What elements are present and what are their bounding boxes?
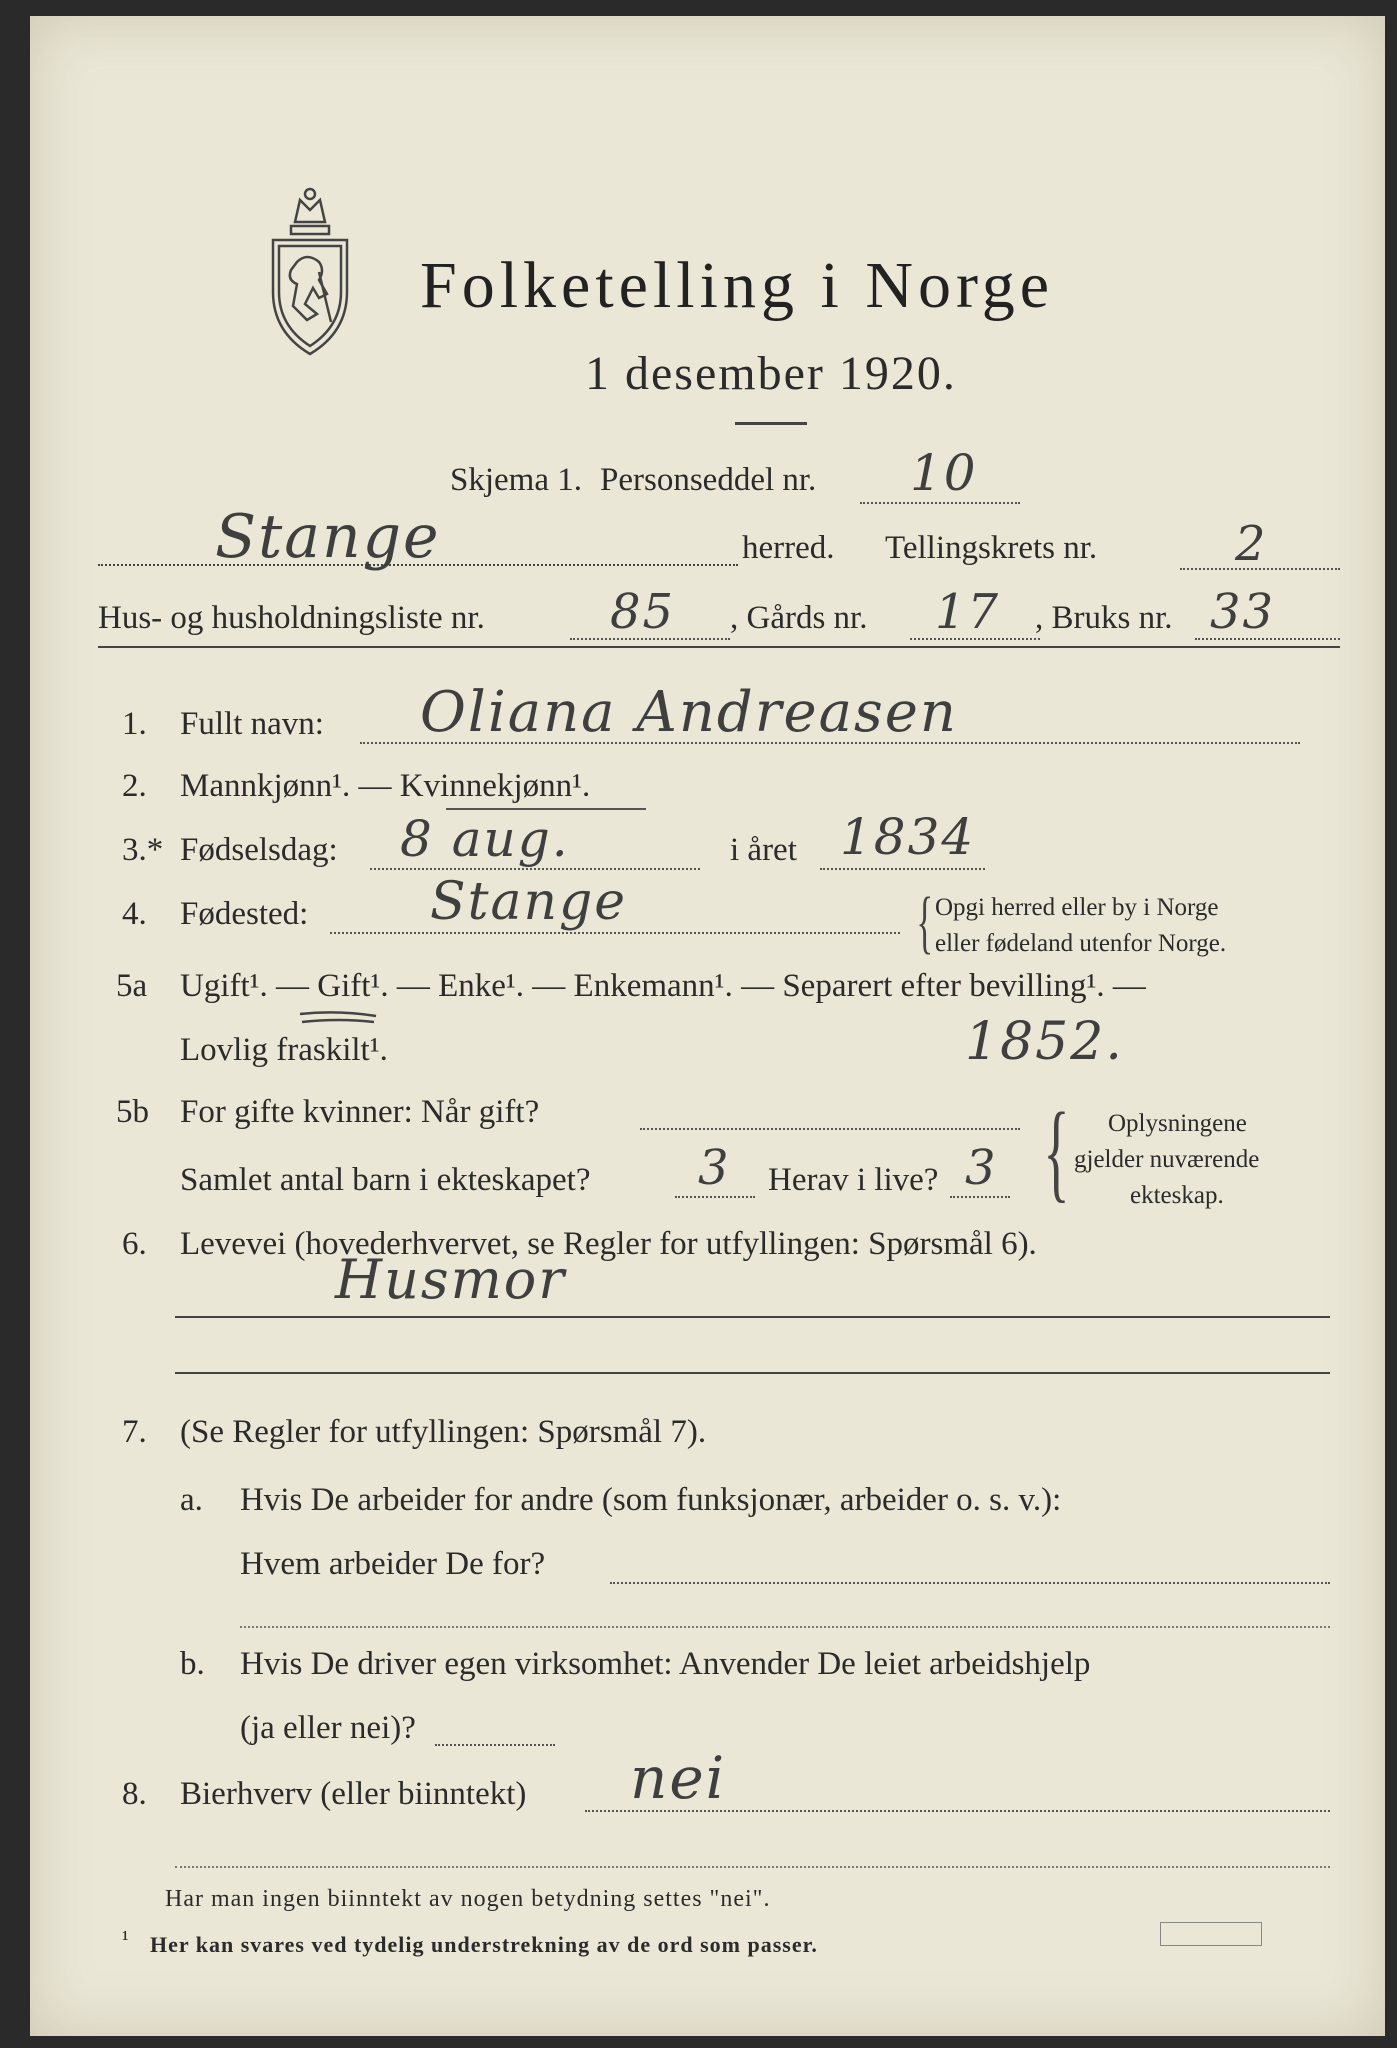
q7a-letter: a. bbox=[180, 1482, 203, 1518]
q1-value: Oliana Andreasen bbox=[420, 680, 958, 745]
q5b-note-brace: { bbox=[1043, 1090, 1070, 1212]
q8-label: Bierhverv (eller biinntekt) bbox=[180, 1776, 527, 1812]
q6-line1 bbox=[175, 1316, 1330, 1318]
q5b-label1: For gifte kvinner: Når gift? bbox=[180, 1094, 540, 1130]
q5b-note-line3: ekteskap. bbox=[1130, 1182, 1224, 1209]
census-form-page bbox=[30, 16, 1385, 2036]
q6-line2 bbox=[175, 1372, 1330, 1374]
bruks-value: 33 bbox=[1210, 584, 1276, 640]
q8-value: nei bbox=[630, 1744, 727, 1812]
q4-label: Fødested: bbox=[180, 896, 309, 932]
form-subtitle: 1 desember 1920. bbox=[585, 347, 957, 400]
q5b-note-line2: gjelder nuværende bbox=[1074, 1146, 1260, 1173]
q1-number: 1. bbox=[122, 706, 147, 742]
printer-stamp bbox=[1160, 1922, 1262, 1946]
q5b-live-line bbox=[950, 1196, 1010, 1198]
q7b-line1: Hvis De driver egen virksomhet: Anvender De leiet arbeidshjelp bbox=[240, 1646, 1091, 1682]
q4-note-line2: eller fødeland utenfor Norge. bbox=[935, 930, 1227, 957]
q5a-number: 5a bbox=[116, 968, 148, 1004]
q3-aaret-value: 1834 bbox=[840, 808, 976, 866]
q4-line bbox=[330, 932, 900, 934]
q7-label: (Se Regler for utfyllingen: Spørsmål 7). bbox=[180, 1414, 707, 1450]
q7b-line bbox=[435, 1744, 555, 1746]
gards-value: 17 bbox=[935, 584, 1001, 640]
personseddel-value: 10 bbox=[910, 444, 978, 502]
bruks-label: , Bruks nr. bbox=[1035, 600, 1173, 636]
q4-value: Stange bbox=[430, 872, 628, 932]
q5b-label2: Samlet antal barn i ekteskapet? bbox=[180, 1162, 591, 1198]
gift-underline-mark bbox=[298, 1008, 378, 1026]
title-divider bbox=[735, 422, 807, 425]
q7-number: 7. bbox=[122, 1414, 147, 1450]
q4-number: 4. bbox=[122, 896, 147, 932]
q6-value: Husmor bbox=[335, 1248, 567, 1311]
q7a-line2: Hvem arbeider De for? bbox=[240, 1546, 546, 1582]
personseddel-line bbox=[860, 502, 1020, 504]
q5a-options: Ugift¹. — Gift¹. — Enke¹. — Enkemann¹. — Separert efter bevilling¹. — bbox=[180, 968, 1146, 1004]
norwegian-coat-of-arms-icon bbox=[255, 182, 365, 362]
q4-note-line1: Opgi herred eller by i Norge bbox=[935, 894, 1219, 921]
q7a-extra-line bbox=[240, 1626, 1330, 1628]
q5a-value: 1852. bbox=[965, 1012, 1124, 1072]
husliste-value: 85 bbox=[610, 584, 676, 640]
q5b-live-label: Herav i live? bbox=[768, 1162, 939, 1198]
q3-label: Fødselsdag: bbox=[180, 832, 338, 868]
footnote-mark: ¹ bbox=[122, 1926, 129, 1951]
herred-label: herred. bbox=[742, 530, 835, 566]
q6-label: Levevei (hovederhvervet, se Regler for utfyllingen: Spørsmål 6). bbox=[180, 1226, 1037, 1262]
q1-label: Fullt navn: bbox=[180, 706, 324, 742]
q5b-note-line1: Oplysningene bbox=[1108, 1110, 1247, 1137]
q5b-barn-line bbox=[675, 1196, 755, 1198]
q4-note-brace: { bbox=[916, 884, 934, 961]
q5a-fraskilt: Lovlig fraskilt¹. bbox=[180, 1032, 388, 1068]
footnote-text: Her kan svares ved tydelig understrekning av de ord som passer. bbox=[150, 1932, 818, 1957]
q7a-line bbox=[610, 1582, 1330, 1584]
q7b-line2: (ja eller nei)? bbox=[240, 1710, 416, 1746]
q3-aaret-label: i året bbox=[730, 832, 797, 868]
herred-value: Stange bbox=[215, 502, 441, 572]
q6-number: 6. bbox=[122, 1226, 147, 1262]
q2-number: 2. bbox=[122, 768, 147, 804]
form-title: Folketelling i Norge bbox=[420, 249, 1055, 322]
skjema-label: Skjema 1. bbox=[450, 462, 582, 498]
footer-note: Har man ingen biinntekt av nogen betydning settes "nei". bbox=[165, 1886, 771, 1912]
tellingskrets-value: 2 bbox=[1235, 516, 1268, 572]
q3-number: 3.* bbox=[122, 832, 164, 868]
q5b-barn-value: 3 bbox=[698, 1140, 731, 1196]
q5b-gift-line bbox=[640, 1128, 1020, 1130]
header-separator bbox=[98, 646, 1340, 648]
tellingskrets-label: Tellingskrets nr. bbox=[885, 530, 1098, 566]
husliste-label: Hus- og husholdningsliste nr. bbox=[98, 600, 485, 636]
q5b-number: 5b bbox=[116, 1094, 149, 1130]
q5b-live-value: 3 bbox=[965, 1140, 998, 1196]
q2-label: Mannkjønn¹. — Kvinnekjønn¹. bbox=[180, 768, 591, 804]
q3-value: 8 aug. bbox=[400, 810, 570, 868]
q3-line bbox=[370, 868, 700, 870]
q8-extra-line bbox=[175, 1866, 1330, 1868]
q8-number: 8. bbox=[122, 1776, 147, 1812]
gards-label: , Gårds nr. bbox=[730, 600, 868, 636]
q7b-letter: b. bbox=[180, 1646, 205, 1682]
q3-aaret-line bbox=[820, 868, 985, 870]
personseddel-label: Personseddel nr. bbox=[600, 462, 817, 498]
q7a-line1: Hvis De arbeider for andre (som funksjonær, arbeider o. s. v.): bbox=[240, 1482, 1062, 1518]
